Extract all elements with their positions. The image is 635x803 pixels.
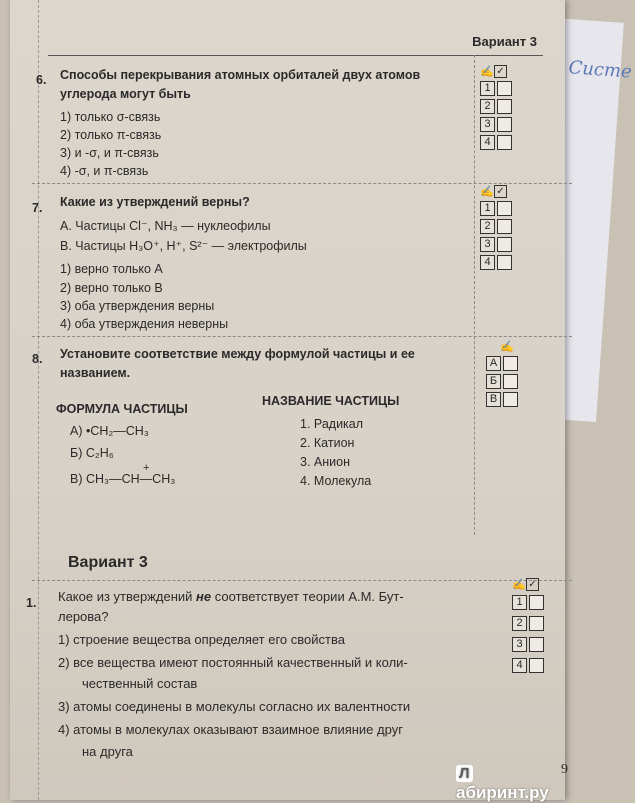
pen-icon: ✍: [480, 186, 494, 198]
watermark-logo: [456, 763, 565, 803]
answer-number: 4: [512, 658, 527, 673]
answer-row: [480, 97, 512, 115]
variant-3-option-4: 4) атомы в молекулах оказывают взаимное влияние друг: [58, 722, 403, 737]
question-7-text: Какие из утверждений верны?: [60, 195, 250, 209]
question-7-statement-b: В. Частицы H₃O⁺, H⁺, S²⁻ — электрофилы: [60, 239, 307, 253]
logo-mark: Л: [456, 765, 473, 782]
answer-number: 3: [480, 237, 495, 252]
answer-checkbox[interactable]: [503, 374, 518, 389]
answer-number: 4: [480, 255, 495, 270]
answer-row: [480, 199, 512, 217]
page-margin-line: [38, 0, 39, 800]
answer-checkbox[interactable]: [497, 201, 512, 216]
answer-checkbox[interactable]: [529, 658, 544, 673]
running-head: Вариант 3: [472, 34, 537, 49]
question-7-statement-a: А. Частицы Cl⁻, NH₃ — нуклеофилы: [60, 219, 271, 233]
question-7-option-2: 2) верно только В: [60, 281, 163, 295]
formula-b: Б) C₂H₆: [70, 446, 114, 460]
answer-row: [480, 115, 512, 133]
answer-number: 3: [480, 117, 495, 132]
answer-header: [480, 185, 512, 199]
answer-number: 2: [480, 219, 495, 234]
formula-a: А) •CH₂—CH₃: [70, 424, 149, 438]
variant-3-option-2-cont: чественный состав: [82, 676, 198, 691]
answer-row: [512, 613, 544, 634]
answer-checkbox[interactable]: [497, 135, 512, 150]
question-6-option-1: 1) только σ-связь: [60, 110, 161, 124]
name-3: 3. Анион: [300, 455, 350, 469]
answer-row: [480, 79, 512, 97]
text-part: соответствует теории А.М. Бут-: [211, 589, 404, 604]
handwritten-text: Систе: [567, 57, 633, 83]
formula-c: В) CH₃—CH—CH₃: [70, 472, 176, 486]
answer-number: 1: [480, 81, 495, 96]
variant-3-option-1: 1) строение вещества определяет его свойства: [58, 632, 345, 647]
answer-header: [486, 340, 518, 354]
answer-row: [512, 592, 544, 613]
variant-3-answer-boxes: [512, 578, 544, 676]
question-7-option-4: 4) оба утверждения неверны: [60, 317, 229, 331]
variant-3-question-1-text-line-1: [58, 588, 404, 605]
question-7-number: 7.: [32, 201, 43, 215]
answer-checkbox[interactable]: [529, 595, 544, 610]
answer-number: 2: [512, 616, 527, 631]
header-rule: [48, 55, 543, 56]
answer-checkbox[interactable]: [503, 392, 518, 407]
name-2: 2. Катион: [300, 436, 355, 450]
question-8-text-line-1: Установите соответствие между формулой частицы и ее: [60, 347, 415, 361]
answer-checkbox[interactable]: [497, 255, 512, 270]
answer-row: [480, 253, 512, 271]
answer-row: [480, 235, 512, 253]
answer-row: [512, 655, 544, 676]
question-separator: [32, 336, 572, 337]
answer-number: 4: [480, 135, 495, 150]
answer-number: 1: [480, 201, 495, 216]
answer-checkbox[interactable]: [497, 117, 512, 132]
question-8-text-line-2: названием.: [60, 366, 131, 380]
question-6-option-3: 3) и -σ, и π-связь: [60, 146, 159, 160]
book-page: [10, 0, 568, 802]
answer-number: 2: [480, 99, 495, 114]
answer-column-divider: [474, 55, 475, 535]
variant-3-option-3: 3) атомы соединены в молекулы согласно их валентности: [58, 699, 411, 714]
pen-icon: ✍: [500, 341, 514, 353]
answer-row: [486, 354, 518, 372]
column-header-name: НАЗВАНИЕ ЧАСТИЦЫ: [262, 394, 400, 408]
answer-checkbox[interactable]: [497, 219, 512, 234]
question-6-option-2: 2) только π-связь: [60, 128, 162, 142]
check-icon: ✓: [526, 578, 539, 591]
question-7-answer-boxes: [480, 185, 512, 271]
answer-header: [480, 65, 512, 79]
logo-text: абиринт.ру: [456, 783, 549, 802]
variant-3-option-2: 2) все вещества имеют постоянный качественный и коли-: [58, 655, 408, 670]
question-6-answer-boxes: [480, 65, 512, 151]
answer-header: [512, 578, 544, 592]
answer-checkbox[interactable]: [503, 356, 518, 371]
variant-3-option-4-cont: на друга: [82, 744, 133, 759]
answer-letter: В: [486, 392, 501, 407]
answer-row: [512, 634, 544, 655]
variant-3-question-1-number: 1.: [26, 596, 37, 610]
answer-checkbox[interactable]: [529, 616, 544, 631]
answer-number: 1: [512, 595, 527, 610]
answer-letter: Б: [486, 374, 501, 389]
pen-icon: ✍: [512, 579, 526, 591]
question-7-option-1: 1) верно только А: [60, 262, 163, 276]
variant-3-question-1-text-line-2: лерова?: [58, 609, 109, 624]
question-6-text-line-1: Способы перекрывания атомных орбиталей двух атомов: [60, 68, 421, 82]
question-6-number: 6.: [36, 73, 47, 87]
page-number: 9: [561, 762, 568, 777]
question-8-number: 8.: [32, 352, 43, 366]
question-6-text-line-2: углерода могут быть: [60, 87, 191, 101]
cation-charge: +: [143, 462, 150, 474]
column-header-formula: ФОРМУЛА ЧАСТИЦЫ: [56, 402, 188, 416]
section-separator: [32, 580, 572, 581]
question-8-answer-boxes: [486, 340, 518, 408]
answer-checkbox[interactable]: [497, 237, 512, 252]
question-7-option-3: 3) оба утверждения верны: [60, 299, 215, 313]
answer-row: [480, 133, 512, 151]
answer-letter: А: [486, 356, 501, 371]
pen-icon: ✍: [480, 66, 494, 78]
answer-number: 3: [512, 637, 527, 652]
answer-checkbox[interactable]: [497, 81, 512, 96]
section-title: Вариант 3: [68, 554, 148, 571]
check-icon: ✓: [494, 185, 507, 198]
check-icon: ✓: [494, 65, 507, 78]
name-4: 4. Молекула: [300, 474, 372, 488]
answer-checkbox[interactable]: [529, 637, 544, 652]
text-part: Какое из утверждений: [58, 589, 197, 604]
answer-row: [486, 372, 518, 390]
name-1: 1. Радикал: [300, 417, 364, 431]
question-separator: [32, 183, 572, 184]
answer-row: [480, 217, 512, 235]
answer-row: [486, 390, 518, 408]
emphasis-text: не: [196, 589, 212, 604]
answer-checkbox[interactable]: [497, 99, 512, 114]
question-6-option-4: 4) -σ, и π-связь: [60, 164, 149, 178]
